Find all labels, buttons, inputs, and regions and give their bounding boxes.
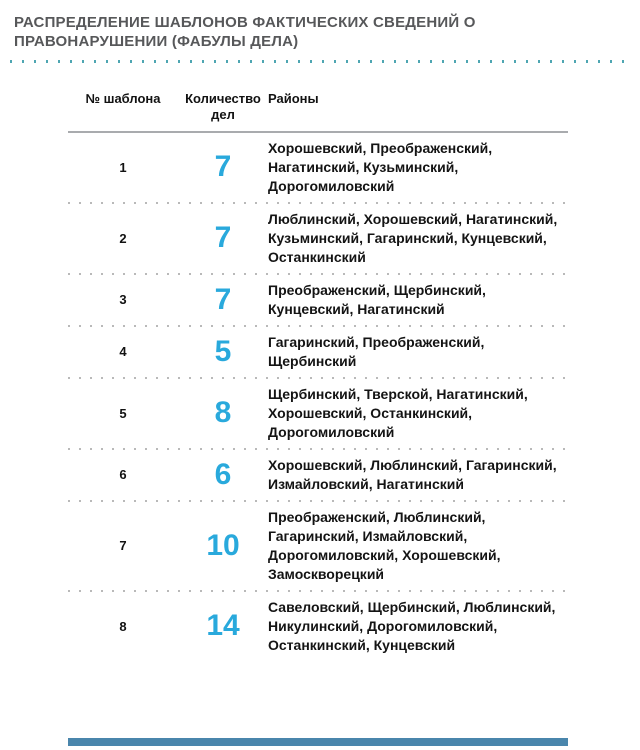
districts-cell: Хорошевский, Люблинский, Гагаринский, Измайловский, Нагатинский [268, 456, 557, 492]
case-count-cell: 14 [206, 609, 240, 643]
column-header-template-number: № шаблона [85, 91, 161, 107]
districts-cell: Щербинский, Тверской, Нагатинский, Хорошевский, Останкинский, Дорогомиловский [268, 385, 528, 440]
case-count-cell: 7 [214, 150, 232, 184]
table-row [68, 502, 568, 590]
case-count-cell: 7 [214, 221, 232, 255]
column-header-districts: Районы [268, 91, 319, 107]
bottom-accent-bar [68, 738, 568, 746]
column-header-case-count: Количество дел [185, 91, 261, 122]
districts-cell: Преображенский, Щербинский, Кунцевский, Нагатинский [268, 281, 486, 317]
template-number-cell: 6 [119, 467, 127, 483]
page-title: РАСПРЕДЕЛЕНИЕ ШАБЛОНОВ ФАКТИЧЕСКИХ СВЕДЕНИЙ О ПРАВОНАРУШЕНИИ (ФАБУЛЫ ДЕЛА) [14, 14, 476, 51]
table-row [68, 204, 568, 273]
table-row [68, 275, 568, 325]
table-header-row [68, 85, 568, 130]
title-dotted-rule [10, 60, 630, 63]
table-row [68, 450, 568, 500]
template-number-cell: 7 [119, 538, 127, 554]
table-row [68, 592, 568, 661]
districts-cell: Люблинский, Хорошевский, Нагатинский, Кузьминский, Гагаринский, Кунцевский, Останкинский [268, 210, 558, 265]
case-count-cell: 7 [214, 282, 232, 316]
districts-cell: Савеловский, Щербинский, Люблинский, Никулинский, Дорогомиловский, Останкинский, Кунцевский [268, 598, 556, 653]
table-row [68, 133, 568, 202]
table-row [68, 379, 568, 448]
table-body [68, 133, 568, 661]
template-number-cell: 4 [119, 344, 127, 360]
case-count-cell: 10 [206, 528, 240, 562]
template-number-cell: 3 [119, 292, 127, 308]
districts-cell: Преображенский, Люблинский, Гагаринский, Измайловский, Дорогомиловский, Хорошевский, Замоскворецкий [268, 508, 501, 582]
case-count-cell: 6 [214, 457, 232, 491]
templates-table [68, 85, 568, 660]
template-number-cell: 2 [119, 230, 127, 246]
districts-cell: Хорошевский, Преображенский, Нагатинский, Кузьминский, Дорогомиловский [268, 139, 493, 194]
case-count-cell: 8 [214, 396, 232, 430]
case-count-cell: 5 [214, 334, 232, 368]
districts-cell: Гагаринский, Преображенский, Щербинский [268, 333, 485, 369]
template-number-cell: 8 [119, 618, 127, 634]
template-number-cell: 5 [119, 405, 127, 421]
template-number-cell: 1 [119, 159, 127, 175]
table-row [68, 327, 568, 377]
